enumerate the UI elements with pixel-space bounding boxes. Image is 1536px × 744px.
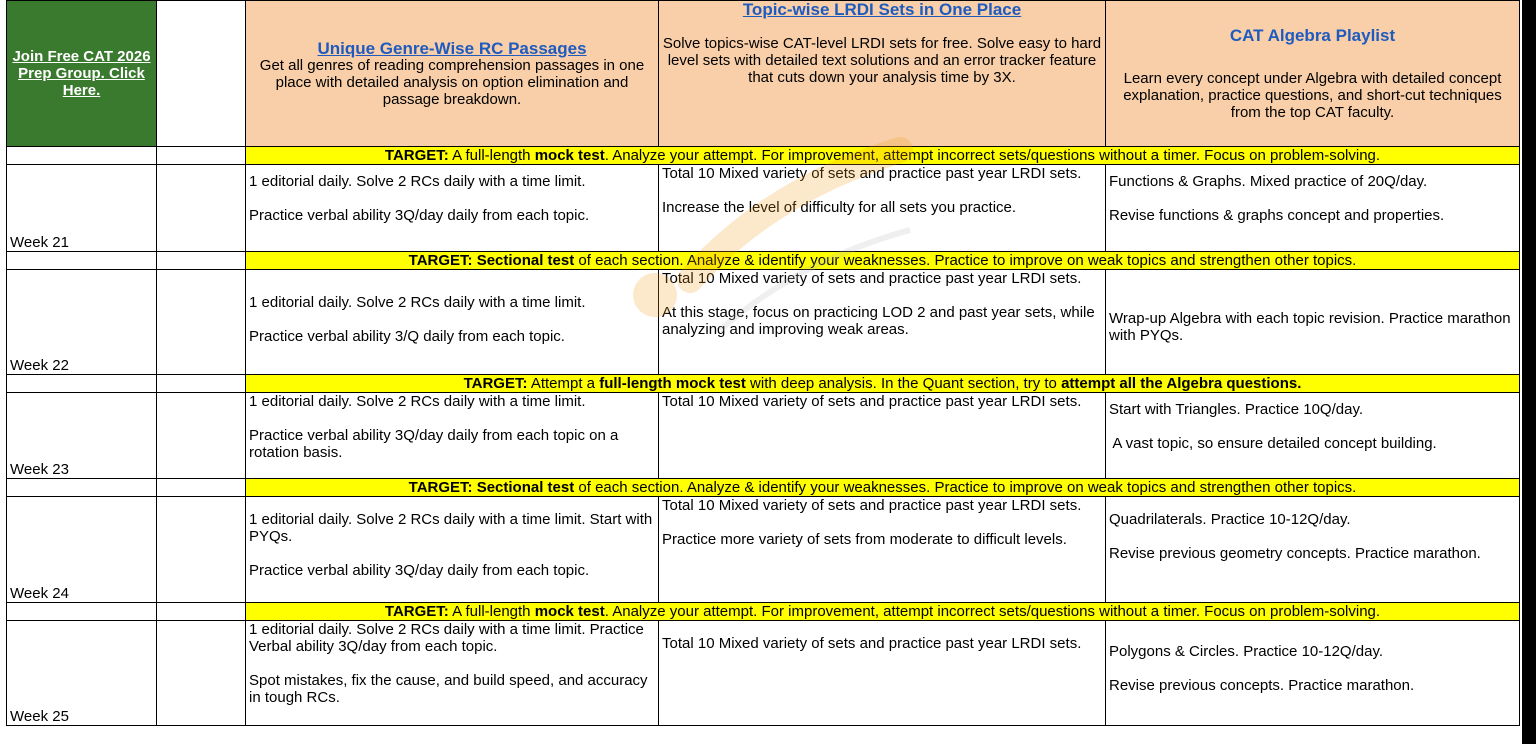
rc-plan-cell: 1 editorial daily. Solve 2 RCs daily with a time limit. Practice Verbal ability 3Q/day from each topic. Spot mistakes, fix the cause, and build speed, and accuracy in tough RCs.: [246, 621, 659, 726]
target-row: [7, 603, 1520, 621]
target-text: TARGET: Attempt a full-length mock test with deep analysis. In the Quant section, try to attempt all the Algebra questions.: [246, 374, 1520, 392]
lrdi-plan-cell: Total 10 Mixed variety of sets and practice past year LRDI sets. At this stage, focus on practicing LOD 2 and past year sets, while analyzing and improving weak areas.: [659, 269, 1106, 374]
week-row: [7, 621, 1520, 726]
lrdi-plan-cell: Total 10 Mixed variety of sets and practice past year LRDI sets.: [659, 621, 1106, 726]
week-label: Week 24: [7, 497, 157, 603]
target-text: TARGET: A full-length mock test. Analyze your attempt. For improvement, attempt incorrect sets/questions without a timer. Focus on problem-solving.: [246, 603, 1520, 621]
target-text: TARGET: A full-length mock test. Analyze your attempt. For improvement, attempt incorrect sets/questions without a timer. Focus on problem-solving.: [246, 147, 1520, 165]
study-plan-table: [6, 0, 1520, 726]
rc-plan-cell: 1 editorial daily. Solve 2 RCs daily with a time limit. Start with PYQs. Practice verbal ability 3Q/day daily from each topic.: [246, 497, 659, 603]
algebra-plan-cell: Functions & Graphs. Mixed practice of 20Q/day. Revise functions & graphs concept and properties.: [1106, 165, 1520, 252]
blank-header-cell: [157, 1, 246, 147]
lrdi-header-desc: Solve topics-wise CAT-level LRDI sets for free. Solve easy to hard level sets with detailed text solutions and an error tracker feature that cuts down your analysis time by 3X.: [662, 35, 1102, 86]
right-edge-bar: [1522, 0, 1536, 744]
lrdi-plan-cell: Total 10 Mixed variety of sets and practice past year LRDI sets.: [659, 392, 1106, 479]
algebra-header-cell: [1106, 1, 1520, 147]
algebra-header-desc: Learn every concept under Algebra with detailed concept explanation, practice questions, and short-cut techniques from the top CAT faculty.: [1123, 69, 1502, 121]
target-row: [7, 374, 1520, 392]
rc-plan-cell: 1 editorial daily. Solve 2 RCs daily with a time limit. Practice verbal ability 3/Q daily from each topic.: [246, 269, 659, 374]
target-row: [7, 479, 1520, 497]
target-text: TARGET: Sectional test of each section. Analyze & identify your weaknesses. Practice to improve on weak topics and strengthen other topics.: [246, 251, 1520, 269]
algebra-plan-cell: Quadrilaterals. Practice 10-12Q/day. Revise previous geometry concepts. Practice marathon.: [1106, 497, 1520, 603]
week-row: [7, 269, 1520, 374]
rc-plan-cell: 1 editorial daily. Solve 2 RCs daily with a time limit. Practice verbal ability 3Q/day daily from each topic.: [246, 165, 659, 252]
rc-header-cell: [246, 1, 659, 147]
algebra-playlist-title[interactable]: CAT Algebra Playlist: [1229, 25, 1396, 45]
join-group-cell: [7, 1, 157, 147]
algebra-plan-cell: Wrap-up Algebra with each topic revision. Practice marathon with PYQs.: [1106, 269, 1520, 374]
algebra-plan-cell: Start with Triangles. Practice 10Q/day. A vast topic, so ensure detailed concept building.: [1106, 392, 1520, 479]
week-label: Week 21: [7, 165, 157, 252]
rc-plan-cell: 1 editorial daily. Solve 2 RCs daily with a time limit. Practice verbal ability 3Q/day daily from each topic on a rotation basis.: [246, 392, 659, 479]
header-row: [7, 1, 1520, 147]
lrdi-plan-cell: Total 10 Mixed variety of sets and practice past year LRDI sets. Practice more variety of sets from moderate to difficult levels.: [659, 497, 1106, 603]
week-label: Week 25: [7, 621, 157, 726]
week-row: [7, 165, 1520, 252]
rc-passages-link[interactable]: Unique Genre-Wise RC Passages: [317, 38, 587, 58]
algebra-plan-cell: Polygons & Circles. Practice 10-12Q/day. Revise previous concepts. Practice marathon.: [1106, 621, 1520, 726]
target-text: TARGET: Sectional test of each section. Analyze & identify your weaknesses. Practice to improve on weak topics and strengthen other topics.: [246, 479, 1520, 497]
lrdi-header-cell: [659, 1, 1106, 147]
join-group-link[interactable]: Join Free CAT 2026 Prep Group. Click Here.: [12, 48, 151, 99]
target-row: [7, 251, 1520, 269]
week-label: Week 23: [7, 392, 157, 479]
week-row: [7, 497, 1520, 603]
week-row: [7, 392, 1520, 479]
target-row: [7, 147, 1520, 165]
rc-header-desc: Get all genres of reading comprehension passages in one place with detailed analysis on option elimination and passage breakdown.: [259, 56, 645, 108]
lrdi-sets-link[interactable]: Topic-wise LRDI Sets in One Place: [742, 0, 1022, 19]
lrdi-plan-cell: Total 10 Mixed variety of sets and practice past year LRDI sets. Increase the level of difficulty for all sets you practice.: [659, 165, 1106, 252]
week-label: Week 22: [7, 269, 157, 374]
